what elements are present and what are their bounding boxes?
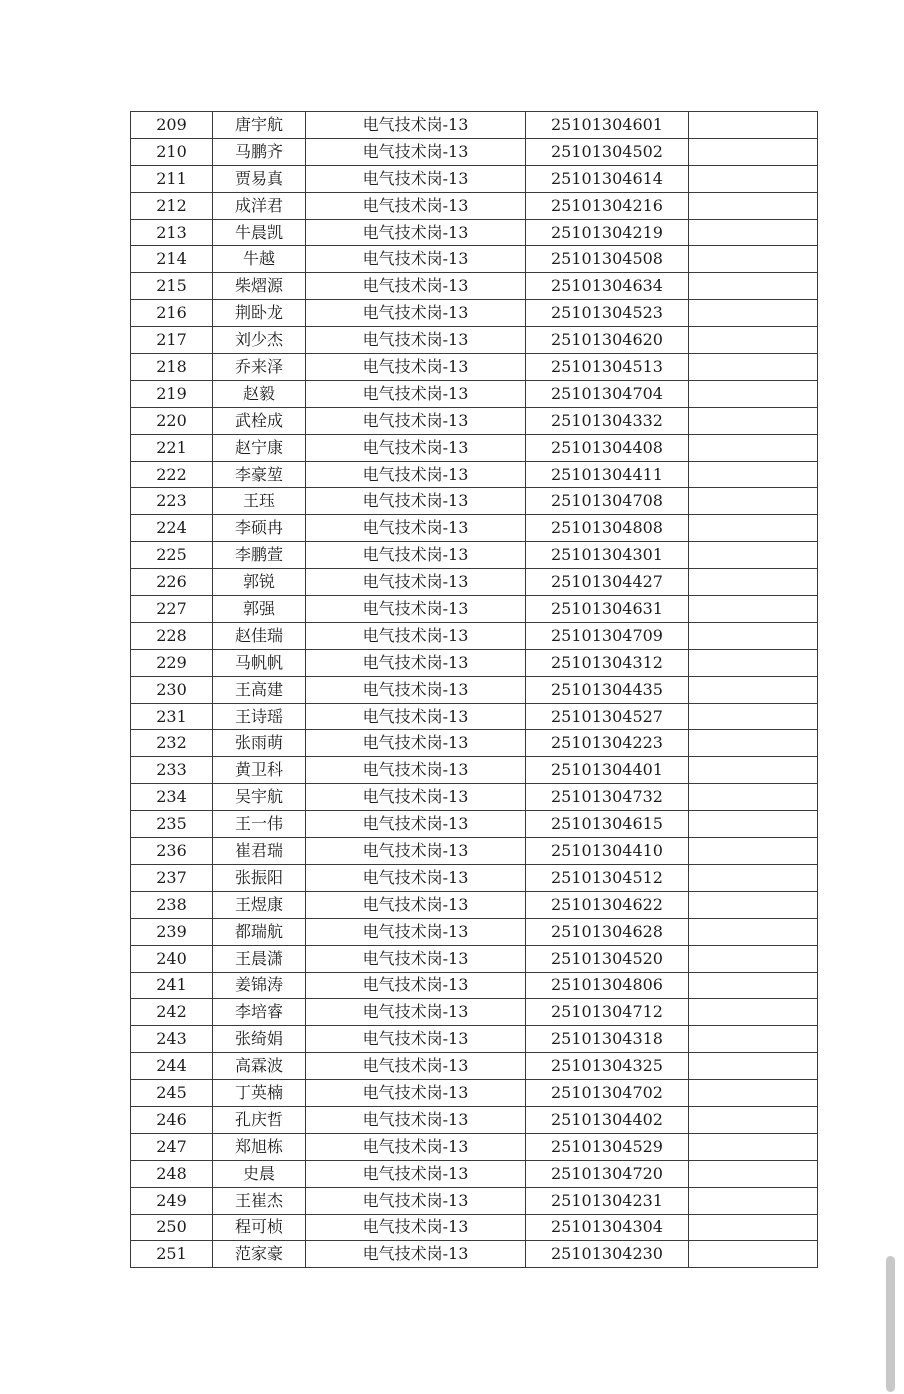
note-cell: [689, 569, 818, 596]
position-cell: 电气技术岗-13: [306, 649, 526, 676]
position-cell: 电气技术岗-13: [306, 784, 526, 811]
name-cell: 李豪堃: [213, 461, 306, 488]
row-number-cell: 238: [131, 891, 213, 918]
name-cell: 史晨: [213, 1160, 306, 1187]
position-cell: 电气技术岗-13: [306, 1026, 526, 1053]
note-cell: [689, 1026, 818, 1053]
table-row: [131, 784, 818, 811]
row-number-cell: 248: [131, 1160, 213, 1187]
ticket-number-cell: 25101304513: [526, 354, 689, 381]
ticket-number-cell: 25101304427: [526, 569, 689, 596]
position-cell: 电气技术岗-13: [306, 138, 526, 165]
name-cell: 郑旭栋: [213, 1133, 306, 1160]
ticket-number-cell: 25101304231: [526, 1187, 689, 1214]
row-number-cell: 224: [131, 515, 213, 542]
table-row: [131, 1026, 818, 1053]
table-row: [131, 730, 818, 757]
table-row: [131, 1053, 818, 1080]
position-cell: 电气技术岗-13: [306, 488, 526, 515]
row-number-cell: 215: [131, 273, 213, 300]
row-number-cell: 242: [131, 999, 213, 1026]
note-cell: [689, 542, 818, 569]
note-cell: [689, 676, 818, 703]
name-cell: 王崔杰: [213, 1187, 306, 1214]
row-number-cell: 219: [131, 380, 213, 407]
name-cell: 张绮娟: [213, 1026, 306, 1053]
ticket-number-cell: 25101304411: [526, 461, 689, 488]
position-cell: 电气技术岗-13: [306, 999, 526, 1026]
note-cell: [689, 488, 818, 515]
table-row: [131, 488, 818, 515]
name-cell: 乔来泽: [213, 354, 306, 381]
ticket-number-cell: 25101304708: [526, 488, 689, 515]
ticket-number-cell: 25101304301: [526, 542, 689, 569]
table-row: [131, 999, 818, 1026]
row-number-cell: 225: [131, 542, 213, 569]
row-number-cell: 217: [131, 327, 213, 354]
ticket-number-cell: 25101304402: [526, 1106, 689, 1133]
note-cell: [689, 703, 818, 730]
position-cell: 电气技术岗-13: [306, 1241, 526, 1268]
row-number-cell: 220: [131, 407, 213, 434]
position-cell: 电气技术岗-13: [306, 891, 526, 918]
table-row: [131, 676, 818, 703]
vertical-scrollbar[interactable]: [886, 1256, 895, 1392]
position-cell: 电气技术岗-13: [306, 112, 526, 139]
table-row: [131, 246, 818, 273]
ticket-number-cell: 25101304615: [526, 811, 689, 838]
position-cell: 电气技术岗-13: [306, 515, 526, 542]
table-row: [131, 165, 818, 192]
note-cell: [689, 945, 818, 972]
note-cell: [689, 407, 818, 434]
ticket-number-cell: 25101304709: [526, 622, 689, 649]
note-cell: [689, 273, 818, 300]
note-cell: [689, 138, 818, 165]
name-cell: 马帆帆: [213, 649, 306, 676]
position-cell: 电气技术岗-13: [306, 354, 526, 381]
note-cell: [689, 112, 818, 139]
row-number-cell: 244: [131, 1053, 213, 1080]
ticket-number-cell: 25101304634: [526, 273, 689, 300]
ticket-number-cell: 25101304527: [526, 703, 689, 730]
position-cell: 电气技术岗-13: [306, 972, 526, 999]
row-number-cell: 221: [131, 434, 213, 461]
name-cell: 赵宁康: [213, 434, 306, 461]
name-cell: 贾易真: [213, 165, 306, 192]
note-cell: [689, 1080, 818, 1107]
name-cell: 武栓成: [213, 407, 306, 434]
note-cell: [689, 327, 818, 354]
note-cell: [689, 784, 818, 811]
table-row: [131, 434, 818, 461]
position-cell: 电气技术岗-13: [306, 596, 526, 623]
ticket-number-cell: 25101304508: [526, 246, 689, 273]
ticket-number-cell: 25101304219: [526, 219, 689, 246]
row-number-cell: 223: [131, 488, 213, 515]
name-cell: 王诗瑶: [213, 703, 306, 730]
position-cell: 电气技术岗-13: [306, 622, 526, 649]
row-number-cell: 237: [131, 864, 213, 891]
position-cell: 电气技术岗-13: [306, 864, 526, 891]
table-row: [131, 542, 818, 569]
ticket-number-cell: 25101304601: [526, 112, 689, 139]
ticket-number-cell: 25101304216: [526, 192, 689, 219]
table-row: [131, 596, 818, 623]
row-number-cell: 249: [131, 1187, 213, 1214]
ticket-number-cell: 25101304808: [526, 515, 689, 542]
name-cell: 都瑞航: [213, 918, 306, 945]
row-number-cell: 212: [131, 192, 213, 219]
note-cell: [689, 757, 818, 784]
position-cell: 电气技术岗-13: [306, 569, 526, 596]
table-row: [131, 515, 818, 542]
table-row: [131, 622, 818, 649]
row-number-cell: 230: [131, 676, 213, 703]
row-number-cell: 214: [131, 246, 213, 273]
row-number-cell: 236: [131, 838, 213, 865]
row-number-cell: 222: [131, 461, 213, 488]
ticket-number-cell: 25101304312: [526, 649, 689, 676]
ticket-number-cell: 25101304622: [526, 891, 689, 918]
ticket-number-cell: 25101304318: [526, 1026, 689, 1053]
table-row: [131, 112, 818, 139]
ticket-number-cell: 25101304720: [526, 1160, 689, 1187]
table-row: [131, 1160, 818, 1187]
position-cell: 电气技术岗-13: [306, 703, 526, 730]
name-cell: 刘少杰: [213, 327, 306, 354]
position-cell: 电气技术岗-13: [306, 192, 526, 219]
note-cell: [689, 649, 818, 676]
position-cell: 电气技术岗-13: [306, 1106, 526, 1133]
note-cell: [689, 300, 818, 327]
note-cell: [689, 811, 818, 838]
name-cell: 马鹏齐: [213, 138, 306, 165]
row-number-cell: 209: [131, 112, 213, 139]
name-cell: 吴宇航: [213, 784, 306, 811]
row-number-cell: 246: [131, 1106, 213, 1133]
ticket-number-cell: 25101304435: [526, 676, 689, 703]
table-row: [131, 757, 818, 784]
note-cell: [689, 1187, 818, 1214]
name-cell: 赵佳瑞: [213, 622, 306, 649]
position-cell: 电气技术岗-13: [306, 757, 526, 784]
table-row: [131, 192, 818, 219]
name-cell: 张雨萌: [213, 730, 306, 757]
table-row: [131, 327, 818, 354]
name-cell: 王珏: [213, 488, 306, 515]
ticket-number-cell: 25101304806: [526, 972, 689, 999]
table-row: [131, 354, 818, 381]
row-number-cell: 241: [131, 972, 213, 999]
position-cell: 电气技术岗-13: [306, 327, 526, 354]
name-cell: 柴熠源: [213, 273, 306, 300]
name-cell: 郭锐: [213, 569, 306, 596]
row-number-cell: 234: [131, 784, 213, 811]
table-row: [131, 1080, 818, 1107]
name-cell: 荆卧龙: [213, 300, 306, 327]
candidate-table: [130, 111, 818, 1268]
position-cell: 电气技术岗-13: [306, 246, 526, 273]
name-cell: 李培睿: [213, 999, 306, 1026]
table-row: [131, 1214, 818, 1241]
table-row: [131, 649, 818, 676]
name-cell: 范家豪: [213, 1241, 306, 1268]
name-cell: 丁英楠: [213, 1080, 306, 1107]
row-number-cell: 247: [131, 1133, 213, 1160]
name-cell: 张振阳: [213, 864, 306, 891]
candidate-table-body: [131, 112, 818, 1268]
note-cell: [689, 918, 818, 945]
row-number-cell: 243: [131, 1026, 213, 1053]
note-cell: [689, 1214, 818, 1241]
note-cell: [689, 434, 818, 461]
name-cell: 王煜康: [213, 891, 306, 918]
table-row: [131, 945, 818, 972]
ticket-number-cell: 25101304712: [526, 999, 689, 1026]
note-cell: [689, 246, 818, 273]
name-cell: 李鹏萱: [213, 542, 306, 569]
position-cell: 电气技术岗-13: [306, 1214, 526, 1241]
position-cell: 电气技术岗-13: [306, 300, 526, 327]
note-cell: [689, 380, 818, 407]
name-cell: 黄卫科: [213, 757, 306, 784]
position-cell: 电气技术岗-13: [306, 407, 526, 434]
row-number-cell: 240: [131, 945, 213, 972]
table-row: [131, 300, 818, 327]
ticket-number-cell: 25101304410: [526, 838, 689, 865]
name-cell: 牛晨凯: [213, 219, 306, 246]
position-cell: 电气技术岗-13: [306, 1187, 526, 1214]
ticket-number-cell: 25101304523: [526, 300, 689, 327]
name-cell: 程可桢: [213, 1214, 306, 1241]
position-cell: 电气技术岗-13: [306, 730, 526, 757]
position-cell: 电气技术岗-13: [306, 380, 526, 407]
ticket-number-cell: 25101304614: [526, 165, 689, 192]
name-cell: 崔君瑞: [213, 838, 306, 865]
table-row: [131, 972, 818, 999]
row-number-cell: 213: [131, 219, 213, 246]
name-cell: 赵毅: [213, 380, 306, 407]
table-row: [131, 1133, 818, 1160]
table-row: [131, 864, 818, 891]
name-cell: 唐宇航: [213, 112, 306, 139]
name-cell: 高霖波: [213, 1053, 306, 1080]
position-cell: 电气技术岗-13: [306, 1160, 526, 1187]
row-number-cell: 211: [131, 165, 213, 192]
table-row: [131, 811, 818, 838]
table-row: [131, 838, 818, 865]
position-cell: 电气技术岗-13: [306, 1080, 526, 1107]
position-cell: 电气技术岗-13: [306, 918, 526, 945]
row-number-cell: 229: [131, 649, 213, 676]
note-cell: [689, 192, 818, 219]
row-number-cell: 228: [131, 622, 213, 649]
position-cell: 电气技术岗-13: [306, 165, 526, 192]
table-row: [131, 703, 818, 730]
row-number-cell: 239: [131, 918, 213, 945]
ticket-number-cell: 25101304512: [526, 864, 689, 891]
table-row: [131, 1187, 818, 1214]
note-cell: [689, 1106, 818, 1133]
note-cell: [689, 838, 818, 865]
note-cell: [689, 972, 818, 999]
table-row: [131, 569, 818, 596]
position-cell: 电气技术岗-13: [306, 273, 526, 300]
ticket-number-cell: 25101304620: [526, 327, 689, 354]
ticket-number-cell: 25101304631: [526, 596, 689, 623]
row-number-cell: 218: [131, 354, 213, 381]
table-row: [131, 1106, 818, 1133]
name-cell: 姜锦涛: [213, 972, 306, 999]
note-cell: [689, 461, 818, 488]
ticket-number-cell: 25101304732: [526, 784, 689, 811]
ticket-number-cell: 25101304520: [526, 945, 689, 972]
note-cell: [689, 891, 818, 918]
ticket-number-cell: 25101304702: [526, 1080, 689, 1107]
position-cell: 电气技术岗-13: [306, 811, 526, 838]
note-cell: [689, 165, 818, 192]
table-row: [131, 380, 818, 407]
note-cell: [689, 1133, 818, 1160]
note-cell: [689, 515, 818, 542]
table-row: [131, 219, 818, 246]
note-cell: [689, 622, 818, 649]
name-cell: 成洋君: [213, 192, 306, 219]
row-number-cell: 250: [131, 1214, 213, 1241]
ticket-number-cell: 25101304628: [526, 918, 689, 945]
table-row: [131, 273, 818, 300]
ticket-number-cell: 25101304332: [526, 407, 689, 434]
ticket-number-cell: 25101304408: [526, 434, 689, 461]
row-number-cell: 216: [131, 300, 213, 327]
ticket-number-cell: 25101304230: [526, 1241, 689, 1268]
name-cell: 郭强: [213, 596, 306, 623]
name-cell: 孔庆哲: [213, 1106, 306, 1133]
row-number-cell: 232: [131, 730, 213, 757]
note-cell: [689, 1241, 818, 1268]
table-row: [131, 1241, 818, 1268]
ticket-number-cell: 25101304325: [526, 1053, 689, 1080]
row-number-cell: 231: [131, 703, 213, 730]
position-cell: 电气技术岗-13: [306, 1053, 526, 1080]
ticket-number-cell: 25101304502: [526, 138, 689, 165]
position-cell: 电气技术岗-13: [306, 461, 526, 488]
name-cell: 王晨潇: [213, 945, 306, 972]
row-number-cell: 226: [131, 569, 213, 596]
note-cell: [689, 354, 818, 381]
row-number-cell: 235: [131, 811, 213, 838]
position-cell: 电气技术岗-13: [306, 945, 526, 972]
ticket-number-cell: 25101304304: [526, 1214, 689, 1241]
position-cell: 电气技术岗-13: [306, 542, 526, 569]
position-cell: 电气技术岗-13: [306, 838, 526, 865]
row-number-cell: 251: [131, 1241, 213, 1268]
note-cell: [689, 596, 818, 623]
note-cell: [689, 730, 818, 757]
note-cell: [689, 1160, 818, 1187]
ticket-number-cell: 25101304529: [526, 1133, 689, 1160]
name-cell: 牛越: [213, 246, 306, 273]
name-cell: 王一伟: [213, 811, 306, 838]
position-cell: 电气技术岗-13: [306, 676, 526, 703]
table-row: [131, 918, 818, 945]
note-cell: [689, 999, 818, 1026]
position-cell: 电气技术岗-13: [306, 434, 526, 461]
note-cell: [689, 219, 818, 246]
note-cell: [689, 1053, 818, 1080]
ticket-number-cell: 25101304704: [526, 380, 689, 407]
position-cell: 电气技术岗-13: [306, 1133, 526, 1160]
position-cell: 电气技术岗-13: [306, 219, 526, 246]
name-cell: 李硕冉: [213, 515, 306, 542]
name-cell: 王高建: [213, 676, 306, 703]
row-number-cell: 233: [131, 757, 213, 784]
row-number-cell: 245: [131, 1080, 213, 1107]
table-row: [131, 138, 818, 165]
row-number-cell: 210: [131, 138, 213, 165]
table-row: [131, 407, 818, 434]
ticket-number-cell: 25101304401: [526, 757, 689, 784]
note-cell: [689, 864, 818, 891]
table-row: [131, 461, 818, 488]
ticket-number-cell: 25101304223: [526, 730, 689, 757]
table-row: [131, 891, 818, 918]
row-number-cell: 227: [131, 596, 213, 623]
